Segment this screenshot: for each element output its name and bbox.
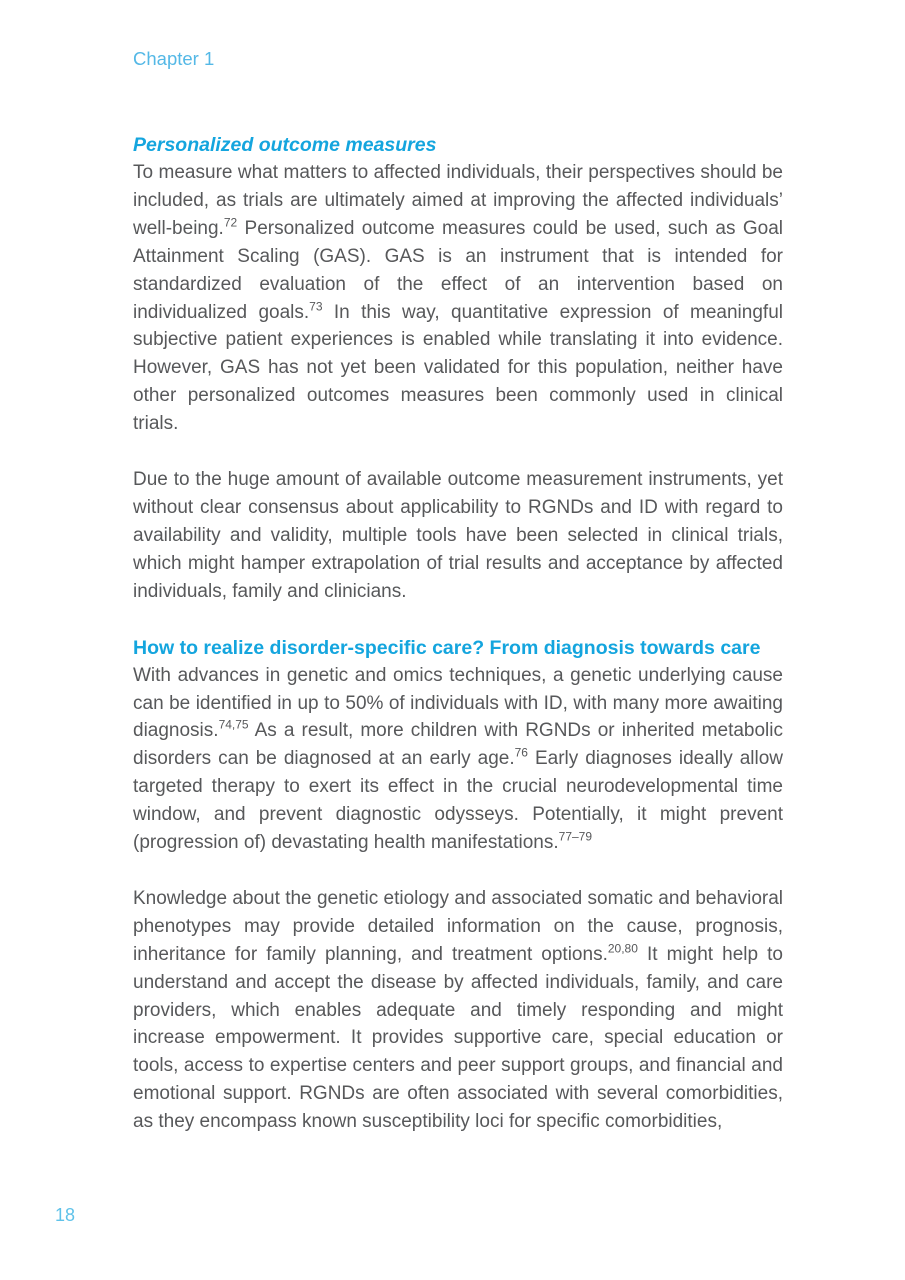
section-heading-personalized-outcome-measures: Personalized outcome measures [133, 134, 437, 156]
reference-superscript: 72 [223, 215, 238, 230]
paragraph-personalized-outcome [133, 159, 783, 438]
paragraph-genetic-etiology-knowledge [133, 885, 783, 1136]
reference-superscript: 20,80 [607, 941, 638, 956]
section-heading-disorder-specific-care: How to realize disorder-specific care? From diagnosis towards care [133, 636, 761, 659]
body-text-run: With advances in genetic and omics techniques, a genetic underlying cause can be identified in up to 50% of individuals with ID, with many more awaiting diagnosis. [133, 664, 783, 742]
page-number: 18 [55, 1205, 76, 1225]
body-text-run: Early diagnoses ideally allow targeted therapy to exert its effect in the crucial neurodevelopmental time window, and prevent diagnostic odysseys. Potentially, it might prevent (progression of) devastating health manifestations. [133, 748, 783, 854]
reference-superscript: 77–79 [558, 829, 593, 844]
paragraph-early-diagnosis [133, 662, 783, 857]
body-text-run: Personalized outcome measures could be used, such as Goal Attainment Scaling (GAS). GAS is an instrument that is intended for standardized evaluation of the effect of an intervention based on individualized goals. [133, 217, 783, 323]
body-text-run: To measure what matters to affected individuals, their perspectives should be included, as trials are ultimately aimed at improving the affected individuals’ well-being. [133, 162, 783, 239]
reference-superscript: 73 [309, 299, 323, 314]
body-text-run: It might help to understand and accept the disease by affected individuals, family, and care providers, which enables adequate and timely responding and might increase empowerment. It provides supportive care, special education or tools, access to expertise centers and peer support groups, and financial and emotional support. RGNDs are often associated with several comorbidities, as they encompass known susceptibility loci for specific comorbidities, [133, 943, 783, 1133]
text-column [133, 131, 783, 1136]
body-text-run: In this way, quantitative expression of meaningful subjective patient experiences is enabled while translating it into evidence. However, GAS has not yet been validated for this population, neither have other personalized outcomes measures been commonly used in clinical trials. [133, 301, 783, 435]
body-text-run: Knowledge about the genetic etiology and associated somatic and behavioral phenotypes may provide detailed information on the cause, prognosis, inheritance for family planning, and treatment options. [133, 887, 783, 965]
body-text-run: Due to the huge amount of available outcome measurement instruments, yet without clear consensus about applicability to RGNDs and ID with regard to availability and validity, multiple tools have been selected in clinical trials, which might hamper extrapolation of trial results and acceptance by affected individuals, family and clinicians. [133, 469, 783, 602]
paragraph-outcome-instruments [133, 466, 783, 606]
reference-superscript: 76 [514, 745, 528, 760]
reference-superscript: 74,75 [218, 718, 249, 733]
chapter-running-header: Chapter 1 [133, 48, 215, 69]
body-text-run: As a result, more children with RGNDs or inherited metabolic disorders can be diagnosed at an early age. [133, 720, 783, 770]
